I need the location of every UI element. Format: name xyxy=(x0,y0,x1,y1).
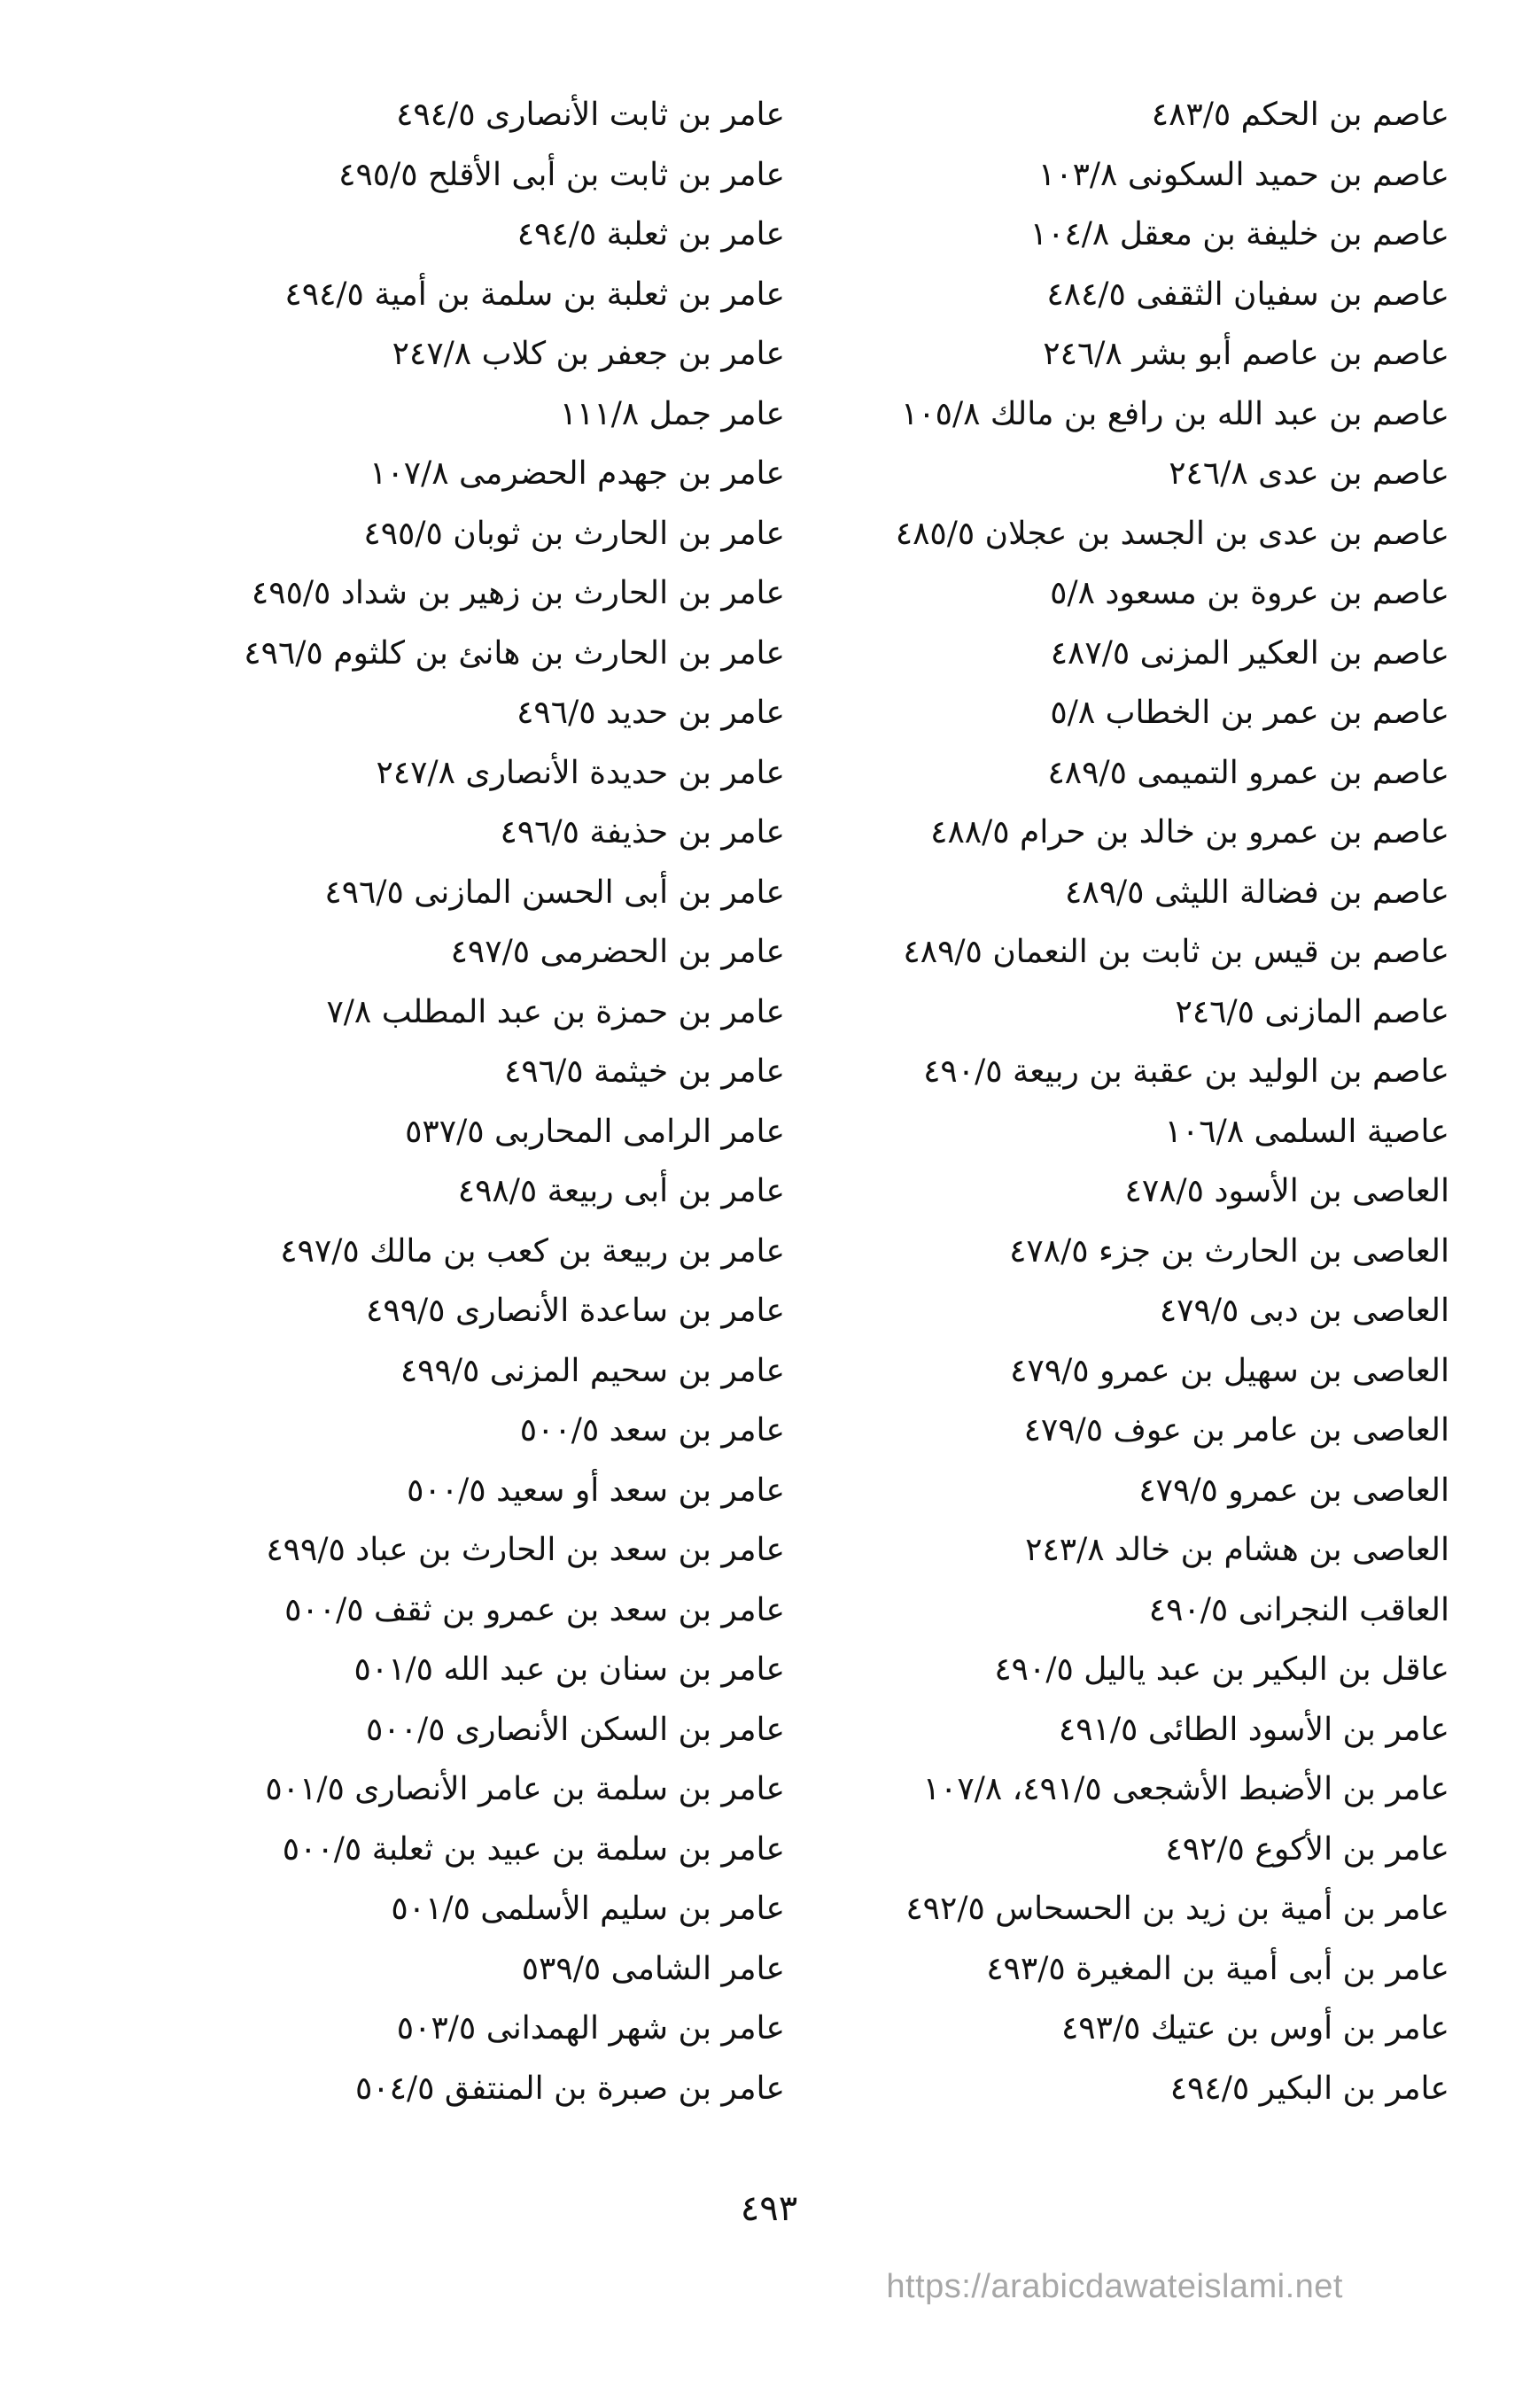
index-entry: عامر بن حديد ٤٩٦/٥ xyxy=(517,695,785,731)
index-entry: عامر بن سعد أو سعيد ٥٠٠/٥ xyxy=(407,1472,785,1509)
index-entry: عامر بن السكن الأنصارى ٥٠٠/٥ xyxy=(366,1711,785,1748)
index-entry: عاصم بن سفيان الثقفى ٤٨٤/٥ xyxy=(1046,276,1449,313)
index-entry: عامر بن الأكوع ٤٩٢/٥ xyxy=(1165,1830,1449,1868)
index-column-right xyxy=(794,85,1449,2118)
index-entry: العاصى بن عمرو ٤٧٩/٥ xyxy=(1138,1472,1449,1509)
index-entry: العاصى بن عامر بن عوف ٤٧٩/٥ xyxy=(1023,1412,1449,1449)
index-entry: عاقل بن البكير بن عبد ياليل ٤٩٠/٥ xyxy=(994,1651,1449,1688)
index-entry: عامر بن أبى أمية بن المغيرة ٤٩٣/٥ xyxy=(986,1950,1449,1987)
index-entry: عامر بن سحيم المزنى ٤٩٩/٥ xyxy=(400,1352,785,1389)
index-entry: عامر بن سنان بن عبد الله ٥٠١/٥ xyxy=(353,1651,785,1688)
index-entry: عامر بن حذيفة ٤٩٦/٥ xyxy=(500,814,785,851)
index-entry: عامر بن أمية بن زيد بن الحسحاس ٤٩٢/٥ xyxy=(905,1891,1449,1927)
index-entry: عامر بن شهر الهمدانى ٥٠٣/٥ xyxy=(396,2010,785,2047)
index-entry: عامر بن سعد بن الحارث بن عباد ٤٩٩/٥ xyxy=(266,1532,785,1568)
index-entry: عاصم بن عمر بن الخطاب ٥/٨ xyxy=(1050,695,1449,731)
index-entry: عامر بن الحضرمى ٤٩٧/٥ xyxy=(450,934,785,970)
index-entry: عامر بن سعد ٥٠٠/٥ xyxy=(519,1412,785,1449)
index-entry: عامر بن أوس بن عتيك ٤٩٣/٥ xyxy=(1060,2010,1449,2047)
index-entry: عامر بن الأضبط الأشجعى ٤٩١/٥، ١٠٧/٨ xyxy=(922,1771,1449,1807)
index-entry: عامر بن ثعلبة ٤٩٤/٥ xyxy=(517,216,785,252)
index-entry: عامر بن سليم الأسلمى ٥٠١/٥ xyxy=(391,1891,785,1927)
index-entry: عامر بن ثابت بن أبى الأقلح ٤٩٥/٥ xyxy=(338,156,785,193)
index-entry: عامر بن البكير ٤٩٤/٥ xyxy=(1169,2070,1449,2107)
index-entry: عامر بن صبرة بن المنتفق ٥٠٤/٥ xyxy=(354,2070,785,2107)
index-entry: عاصم بن عبد الله بن رافع بن مالك ١٠٥/٨ xyxy=(900,395,1449,432)
index-column-left xyxy=(112,85,785,2118)
index-entry: العاقب النجرانى ٤٩٠/٥ xyxy=(1148,1591,1449,1628)
index-entry: عاصم بن عدى ٢٤٦/٨ xyxy=(1169,455,1449,492)
index-entry: عامر بن ثعلبة بن سلمة بن أمية ٤٩٤/٥ xyxy=(284,276,785,313)
index-entry: عامر بن الأسود الطائى ٤٩١/٥ xyxy=(1058,1711,1449,1748)
index-entry: عاصم بن فضالة الليثى ٤٨٩/٥ xyxy=(1065,874,1449,911)
page-number: ٤٩٣ xyxy=(740,2188,798,2229)
index-entry: العاصى بن دبى ٤٧٩/٥ xyxy=(1159,1293,1449,1329)
index-entry: عامر بن الحارث بن زهير بن شداد ٤٩٥/٥ xyxy=(251,575,785,611)
index-entry: عاصم بن قيس بن ثابت بن النعمان ٤٨٩/٥ xyxy=(903,934,1449,970)
index-entry: عامر الشامى ٥٣٩/٥ xyxy=(521,1950,785,1987)
watermark-url: https://arabicdawateislami.net xyxy=(886,2268,1343,2305)
index-entry: عاصم بن العكير المزنى ٤٨٧/٥ xyxy=(1050,634,1449,672)
index-entry: عامر جمل ١١١/٨ xyxy=(559,395,785,432)
index-entry: العاصى بن هشام بن خالد ٢٤٣/٨ xyxy=(1025,1532,1449,1568)
index-entry: عاصم بن خليفة بن معقل ١٠٤/٨ xyxy=(1029,216,1449,252)
index-entry: عاصية السلمى ١٠٦/٨ xyxy=(1164,1113,1449,1150)
index-entry: عامر بن سلمة بن عبيد بن ثعلبة ٥٠٠/٥ xyxy=(282,1830,785,1868)
index-entry: عامر بن حمزة بن عبد المطلب ٧/٨ xyxy=(326,993,785,1030)
index-entry: عاصم بن عمرو التميمى ٤٨٩/٥ xyxy=(1047,754,1449,791)
index-entry: عامر الرامى المحاربى ٥٣٧/٥ xyxy=(405,1113,785,1150)
index-entry: عامر بن سعد بن عمرو بن ثقف ٥٠٠/٥ xyxy=(284,1591,785,1628)
index-entry: عاصم بن عمرو بن خالد بن حرام ٤٨٨/٥ xyxy=(930,814,1449,851)
index-entry: عاصم بن الوليد بن عقبة بن ربيعة ٤٩٠/٥ xyxy=(923,1053,1449,1090)
index-entry: عاصم بن الحكم ٤٨٣/٥ xyxy=(1151,97,1449,133)
index-entry: العاصى بن الحارث بن جزء ٤٧٨/٥ xyxy=(1009,1232,1449,1270)
index-entry: عامر بن جعفر بن كلاب ٢٤٧/٨ xyxy=(392,336,785,372)
index-entry: عاصم بن عاصم أبو بشر ٢٤٦/٨ xyxy=(1043,336,1449,372)
index-entry: عامر بن الحارث بن ثوبان ٤٩٥/٥ xyxy=(363,515,785,552)
index-entry: عاصم بن حميد السكونى ١٠٣/٨ xyxy=(1037,156,1449,193)
index-entry: عاصم بن عدى بن الجسد بن عجلان ٤٨٥/٥ xyxy=(895,515,1449,552)
index-entry: عامر بن سلمة بن عامر الأنصارى ٥٠١/٥ xyxy=(265,1771,785,1807)
index-entry: عامر بن خيثمة ٤٩٦/٥ xyxy=(504,1053,785,1090)
index-entry: عامر بن أبى ربيعة ٤٩٨/٥ xyxy=(457,1173,785,1209)
index-entry: العاصى بن سهيل بن عمرو ٤٧٩/٥ xyxy=(1010,1352,1449,1389)
index-entry: العاصى بن الأسود ٤٧٨/٥ xyxy=(1124,1173,1449,1209)
index-entry: عامر بن حديدة الأنصارى ٢٤٧/٨ xyxy=(376,754,785,791)
index-entry: عاصم المازنى ٢٤٦/٥ xyxy=(1175,993,1449,1030)
index-entry: عامر بن ثابت الأنصارى ٤٩٤/٥ xyxy=(396,97,785,133)
index-entry: عامر بن ساعدة الأنصارى ٤٩٩/٥ xyxy=(366,1293,785,1329)
index-entry: عامر بن الحارث بن هانئ بن كلثوم ٤٩٦/٥ xyxy=(244,634,785,672)
index-entry: عامر بن جهدم الحضرمى ١٠٧/٨ xyxy=(369,455,785,492)
index-entry: عامر بن ربيعة بن كعب بن مالك ٤٩٧/٥ xyxy=(280,1232,785,1270)
index-entry: عاصم بن عروة بن مسعود ٥/٨ xyxy=(1050,575,1449,611)
index-entry: عامر بن أبى الحسن المازنى ٤٩٦/٥ xyxy=(324,874,785,911)
